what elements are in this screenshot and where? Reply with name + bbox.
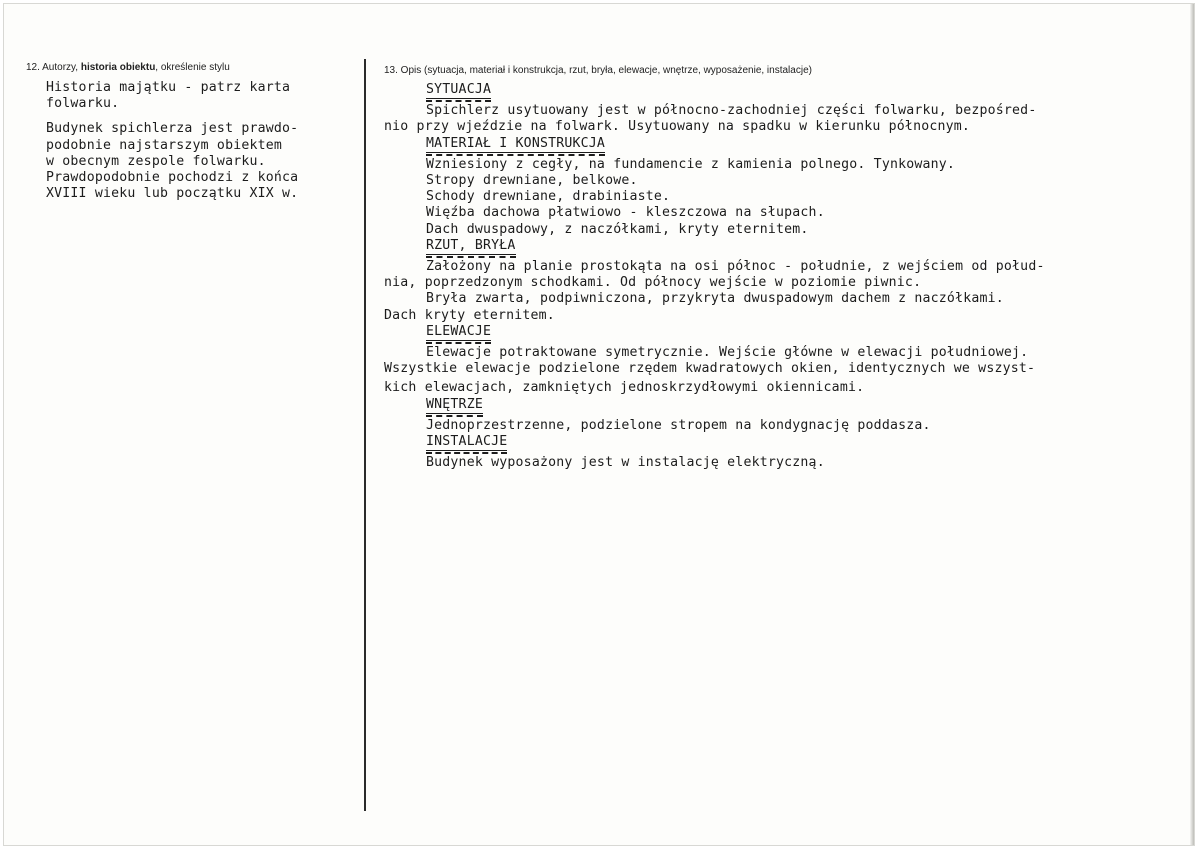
description-line: Wzniesiony z cegły, na fundamencie z kamienia polnego. Tynkowany.: [426, 156, 956, 172]
history-line: Budynek spichlerza jest prawdo-: [46, 121, 299, 137]
right-column-header: 13. Opis (sytuacja, materiał i konstrukcja, rzut, bryła, elewacje, wnętrze, wyposażenie, instalacje): [384, 65, 812, 76]
left-header-suffix: , określenie stylu: [155, 62, 230, 73]
section-rzut-bryla: [384, 238, 1184, 324]
section-heading: [384, 397, 1184, 414]
history-line: XVIII wieku lub początku XIX w.: [46, 186, 299, 202]
description-line: Jednoprzestrzenne, podzielone stropem na kondygnację poddasza.: [426, 417, 931, 433]
description-line: nia, poprzedzonym schodkami. Od północy wejście w poziomie piwnic.: [384, 275, 922, 291]
history-line: Historia majątku - patrz karta: [46, 80, 291, 95]
history-line: w obecnym zespole folwarku.: [46, 153, 266, 169]
section-heading: [384, 136, 1184, 153]
description-line: Elewacje potraktowane symetrycznie. Wejście główne w elewacji południowej.: [426, 345, 1029, 361]
section-heading: [384, 82, 1184, 99]
section-heading-text: WNĘTRZE: [426, 397, 483, 414]
record-card: [3, 3, 1195, 846]
description-column: [384, 82, 1184, 471]
history-paragraph: [46, 121, 361, 202]
section-sytuacja: [384, 82, 1184, 136]
description-line: Bryła zwarta, podpiwniczona, przykryta dwuspadowym dachem z naczółkami.: [426, 291, 1004, 307]
description-line: nio przy wjeździe na folwark. Usytuowany na spadku w kierunku północnym.: [384, 119, 971, 135]
description-line: Więźba dachowa płatwiowo - kleszczowa na słupach.: [426, 205, 825, 221]
description-line: Dach kryty eternitem.: [384, 307, 555, 323]
history-column: [46, 80, 361, 211]
section-heading-text: MATERIAŁ I KONSTRUKCJA: [426, 136, 605, 153]
section-heading: [384, 238, 1184, 255]
section-wnetrze: [384, 397, 1184, 434]
left-header-bold: historia obiektu: [80, 62, 156, 73]
description-line: Schody drewniane, drabiniaste.: [426, 189, 671, 205]
section-heading: [384, 434, 1184, 451]
left-header-prefix: 12. Autorzy,: [26, 62, 81, 73]
description-line: kich elewacjach, zamkniętych jednoskrzydłowymi okiennicami.: [384, 380, 865, 396]
description-line: Stropy drewniane, belkowe.: [426, 173, 638, 189]
section-heading-text: ELEWACJE: [426, 324, 491, 341]
section-elewacje: [384, 324, 1184, 397]
description-line: Spichlerz usytuowany jest w północno-zachodniej części folwarku, bezpośred-: [426, 103, 1037, 119]
section-heading: [384, 324, 1184, 341]
description-line: Założony na planie prostokąta na osi północ - południe, z wejściem od połud-: [426, 259, 1045, 275]
description-line: Budynek wyposażony jest w instalację elektryczną.: [426, 455, 825, 471]
card-edge-shadow: [1190, 4, 1194, 845]
section-heading-text: INSTALACJE: [426, 434, 507, 451]
history-paragraph: [46, 80, 361, 112]
description-line: Dach dwuspadowy, z naczółkami, kryty eternitem.: [426, 221, 809, 237]
section-heading-text: RZUT, BRYŁA: [426, 238, 516, 255]
section-instalacje: [384, 434, 1184, 471]
section-material: [384, 136, 1184, 238]
left-column-header: [26, 62, 230, 73]
description-line: Wszystkie elewacje podzielone rzędem kwadratowych okien, identycznych we wszyst-: [384, 361, 1036, 377]
history-line: folwarku.: [46, 96, 120, 112]
column-divider: [364, 59, 366, 811]
section-heading-text: SYTUACJA: [426, 82, 491, 99]
history-line: podobnie najstarszym obiektem: [46, 137, 283, 153]
history-line: Prawdopodobnie pochodzi z końca: [46, 170, 299, 186]
